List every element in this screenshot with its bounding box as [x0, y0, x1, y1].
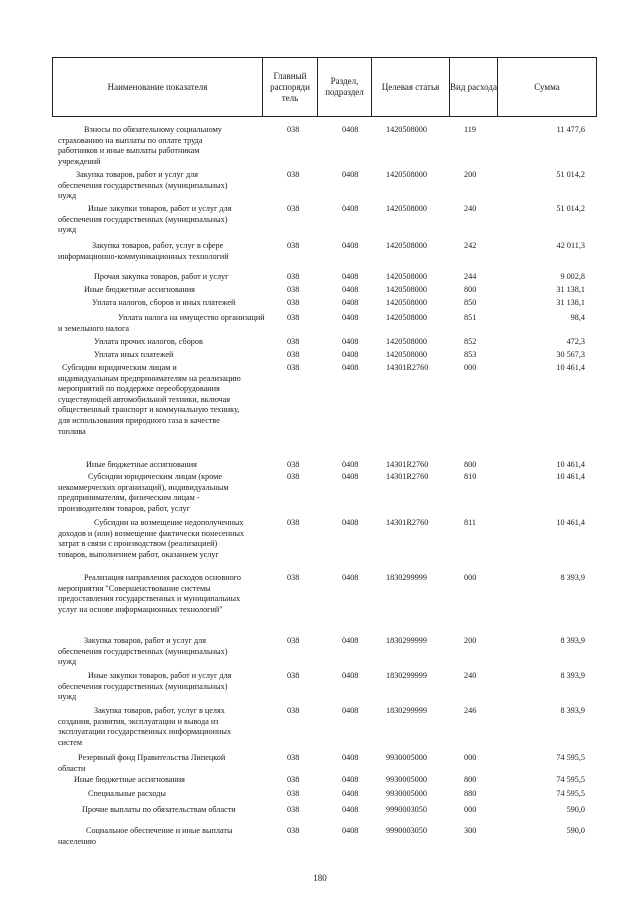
row-celevaya: 1420508000 [386, 298, 427, 307]
row-vid: 000 [464, 753, 477, 762]
row-vid: 853 [464, 350, 477, 359]
row-name: Иные закупки товаров, работ и услуг для обеспечения государственных (муниципальных) нужд [58, 204, 232, 235]
row-name: Субсидии юридическим лицам (кроме некоммерческих организаций), индивидуальным предпринимателям, физическим лицам - производителям товаров, работ, услуг [58, 472, 229, 513]
row-glav: 038 [287, 573, 300, 582]
row-vid: 240 [464, 204, 477, 213]
row-vid: 880 [464, 789, 477, 798]
row-glav: 038 [287, 671, 300, 680]
row-summa: 42 011,3 [556, 241, 585, 250]
header-celevaya: Целевая статья [372, 58, 450, 116]
row-celevaya: 1420508000 [386, 241, 427, 250]
row-razdel: 0408 [342, 241, 359, 250]
row-glav: 038 [287, 706, 300, 715]
header-name: Наименование показателя [53, 58, 263, 116]
row-summa: 8 393,9 [560, 573, 585, 582]
row-summa: 51 014,2 [556, 170, 585, 179]
row-celevaya: 9990003050 [386, 805, 427, 814]
row-vid: 811 [464, 518, 476, 527]
row-vid: 242 [464, 241, 477, 250]
row-name: Закупка товаров, работ и услуг для обеспечения государственных (муниципальных) нужд [58, 170, 228, 201]
row-summa: 10 461,4 [556, 460, 585, 469]
row-vid: 850 [464, 298, 477, 307]
row-glav: 038 [287, 518, 300, 527]
row-glav: 038 [287, 241, 300, 250]
row-summa: 8 393,9 [560, 671, 585, 680]
row-vid: 851 [464, 313, 477, 322]
row-celevaya: 14301R2760 [386, 460, 429, 469]
row-summa: 74 595,5 [556, 775, 585, 784]
row-name: Прочая закупка товаров, работ и услуг [94, 272, 229, 281]
row-celevaya: 9930005000 [386, 775, 427, 784]
row-celevaya: 1830299999 [386, 706, 427, 715]
row-name: Субсидии юридическим лицам и индивидуальным предпринимателям на реализацию мероприятий по поддержке переоборудования существующей автомобильной техники, включая общественный транспорт и коммунальную технику, для использования природного газа в качестве топлива [58, 363, 241, 436]
row-vid: 000 [464, 363, 477, 372]
row-razdel: 0408 [342, 125, 359, 134]
table-header [52, 57, 597, 117]
row-summa: 8 393,9 [560, 706, 585, 715]
row-vid: 000 [464, 805, 477, 814]
row-celevaya: 9990003050 [386, 826, 427, 835]
row-glav: 038 [287, 636, 300, 645]
row-razdel: 0408 [342, 285, 359, 294]
row-glav: 038 [287, 272, 300, 281]
row-vid: 000 [464, 573, 477, 582]
row-name: Реализация направления расходов основного мероприятия "Совершенствование системы предоставления государственных и муниципальных услуг на основе информационных технологий" [58, 573, 241, 614]
row-vid: 200 [464, 636, 477, 645]
row-razdel: 0408 [342, 298, 359, 307]
row-vid: 800 [464, 775, 477, 784]
row-glav: 038 [287, 460, 300, 469]
header-summa: Сумма [534, 81, 560, 92]
row-razdel: 0408 [342, 636, 359, 645]
row-celevaya: 9930005000 [386, 753, 427, 762]
row-celevaya: 14301R2760 [386, 518, 429, 527]
row-celevaya: 1420508000 [386, 313, 427, 322]
row-summa: 31 138,1 [556, 285, 585, 294]
row-name: Иные бюджетные ассигнования [74, 775, 185, 784]
row-razdel: 0408 [342, 805, 359, 814]
row-name: Закупка товаров, работ, услуг в целях создания, развития, эксплуатации и вывода из эксплуатации государственных информационных систем [58, 706, 231, 747]
row-name: Закупка товаров, работ, услуг в сфере информационно-коммуникационных технологий [58, 241, 229, 261]
row-glav: 038 [287, 337, 300, 346]
row-glav: 038 [287, 753, 300, 762]
row-glav: 038 [287, 313, 300, 322]
row-name: Иные бюджетные ассигнования [84, 285, 195, 294]
row-razdel: 0408 [342, 313, 359, 322]
row-name: Уплата прочих налогов, сборов [94, 337, 203, 346]
row-razdel: 0408 [342, 363, 359, 372]
row-name: Уплата налогов, сборов и иных платежей [92, 298, 236, 307]
row-razdel: 0408 [342, 826, 359, 835]
row-summa: 51 014,2 [556, 204, 585, 213]
row-glav: 038 [287, 125, 300, 134]
row-glav: 038 [287, 789, 300, 798]
row-glav: 038 [287, 204, 300, 213]
row-summa: 98,4 [570, 313, 585, 322]
row-razdel: 0408 [342, 789, 359, 798]
row-summa: 10 461,4 [556, 472, 585, 481]
row-razdel: 0408 [342, 337, 359, 346]
page-number: 180 [313, 873, 327, 883]
row-summa: 590,0 [566, 805, 585, 814]
header-razdel: Раздел, подраздел [318, 58, 372, 116]
row-razdel: 0408 [342, 753, 359, 762]
row-name: Иные закупки товаров, работ и услуг для обеспечения государственных (муниципальных) нужд [58, 671, 232, 702]
row-glav: 038 [287, 805, 300, 814]
row-celevaya: 1420508000 [386, 204, 427, 213]
row-celevaya: 1830299999 [386, 671, 427, 680]
row-celevaya: 1420508000 [386, 350, 427, 359]
row-name: Уплата иных платежей [94, 350, 174, 359]
row-razdel: 0408 [342, 350, 359, 359]
row-celevaya: 1420508000 [386, 337, 427, 346]
row-celevaya: 14301R2760 [386, 363, 429, 372]
header-vid: Вид расхода [450, 58, 498, 116]
row-summa: 31 138,1 [556, 298, 585, 307]
row-celevaya: 14301R2760 [386, 472, 429, 481]
row-vid: 240 [464, 671, 477, 680]
row-vid: 800 [464, 460, 477, 469]
row-summa: 74 595,5 [556, 753, 585, 762]
row-razdel: 0408 [342, 671, 359, 680]
row-summa: 9 002,8 [560, 272, 585, 281]
row-razdel: 0408 [342, 170, 359, 179]
row-celevaya: 9930005000 [386, 789, 427, 798]
row-name: Резервный фонд Правительства Липецкой области [58, 753, 226, 773]
row-summa: 11 477,6 [556, 125, 585, 134]
row-vid: 200 [464, 170, 477, 179]
row-summa: 8 393,9 [560, 636, 585, 645]
row-celevaya: 1420508000 [386, 170, 427, 179]
row-vid: 810 [464, 472, 477, 481]
row-celevaya: 1420508000 [386, 125, 427, 134]
row-vid: 246 [464, 706, 477, 715]
row-summa: 10 461,4 [556, 363, 585, 372]
row-vid: 852 [464, 337, 477, 346]
row-vid: 119 [464, 125, 476, 134]
row-razdel: 0408 [342, 272, 359, 281]
header-glav: Главный распоряди тель [263, 58, 318, 116]
row-celevaya: 1830299999 [386, 636, 427, 645]
row-vid: 244 [464, 272, 477, 281]
row-glav: 038 [287, 775, 300, 784]
row-summa: 590,0 [566, 826, 585, 835]
row-name: Прочие выплаты по обязательствам области [82, 805, 236, 814]
row-razdel: 0408 [342, 518, 359, 527]
row-summa: 10 461,4 [556, 518, 585, 527]
row-razdel: 0408 [342, 706, 359, 715]
row-name: Взносы по обязательному социальному страхованию на выплаты по оплате труда работников и иные выплаты работникам учреждений [58, 125, 222, 166]
row-name: Специальные расходы [88, 789, 166, 798]
row-glav: 038 [287, 285, 300, 294]
row-name: Уплата налога на имущество организаций и земельного налога [58, 313, 265, 333]
row-glav: 038 [287, 350, 300, 359]
row-summa: 74 595,5 [556, 789, 585, 798]
row-glav: 038 [287, 826, 300, 835]
row-razdel: 0408 [342, 472, 359, 481]
row-name: Социальное обеспечение и иные выплаты населению [58, 826, 233, 846]
row-name: Закупка товаров, работ и услуг для обеспечения государственных (муниципальных) нужд [58, 636, 228, 667]
row-razdel: 0408 [342, 573, 359, 582]
row-glav: 038 [287, 363, 300, 372]
row-summa: 472,3 [566, 337, 585, 346]
row-razdel: 0408 [342, 204, 359, 213]
row-celevaya: 1420508000 [386, 285, 427, 294]
row-celevaya: 1420508000 [386, 272, 427, 281]
row-glav: 038 [287, 170, 300, 179]
row-razdel: 0408 [342, 460, 359, 469]
row-vid: 800 [464, 285, 477, 294]
row-razdel: 0408 [342, 775, 359, 784]
row-name: Субсидии на возмещение недополученных доходов и (или) возмещение фактически понесенных затрат в связи с производством (реализацией) товаров, выполнением работ, оказанием услуг [58, 518, 245, 559]
row-glav: 038 [287, 472, 300, 481]
row-vid: 300 [464, 826, 477, 835]
row-name: Иные бюджетные ассигнования [86, 460, 197, 469]
row-celevaya: 1830299999 [386, 573, 427, 582]
row-summa: 30 567,3 [556, 350, 585, 359]
row-glav: 038 [287, 298, 300, 307]
